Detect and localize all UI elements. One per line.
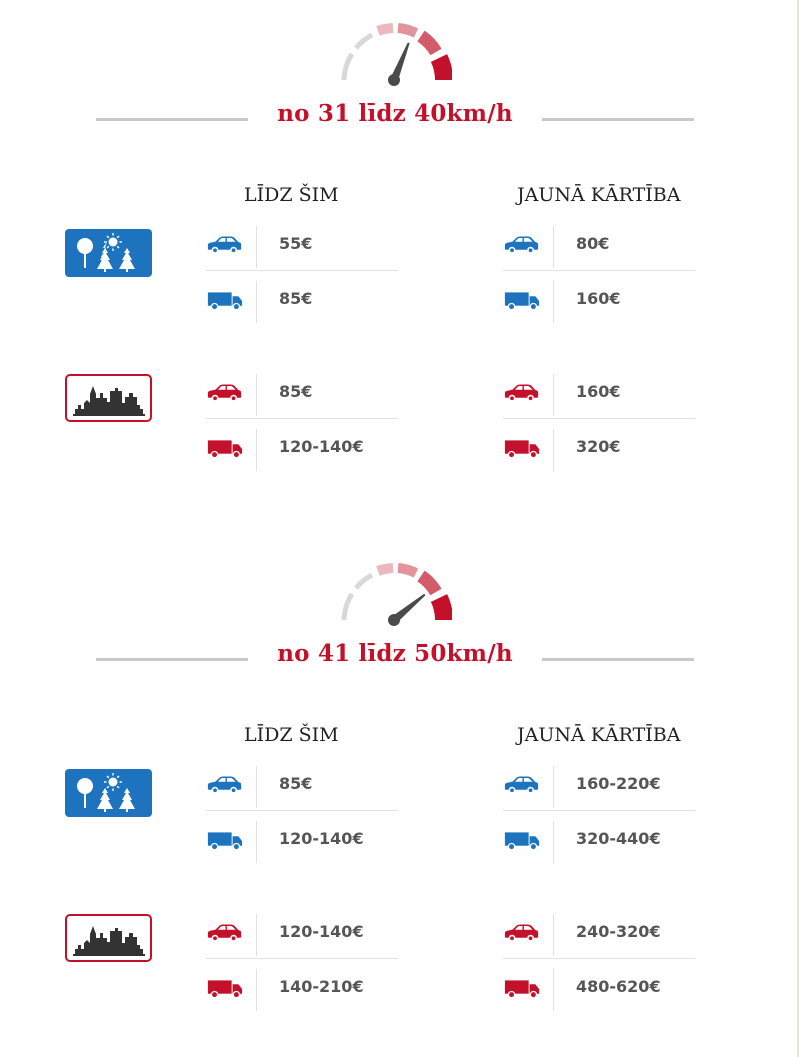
urban-truck-new-row (503, 429, 695, 469)
row-divider (256, 766, 257, 808)
row-divider (206, 418, 398, 419)
row-divider (553, 226, 554, 268)
price-value: 80€ (576, 234, 610, 253)
price-value: 120-140€ (279, 829, 364, 848)
rural-truck-new-row (503, 821, 695, 861)
truck-icon (206, 829, 244, 851)
price-value: 85€ (279, 289, 313, 308)
column-header-old: LĪDZ ŠIM (244, 184, 339, 206)
car-icon (206, 382, 244, 404)
speed-section-1 (0, 0, 800, 500)
truck-icon (503, 977, 541, 999)
price-value: 160€ (576, 382, 621, 401)
urban-car-old-row (206, 374, 398, 414)
truck-icon (206, 289, 244, 311)
row-divider (553, 914, 554, 956)
car-icon (503, 922, 541, 944)
price-value: 160€ (576, 289, 621, 308)
speedometer-icon (336, 554, 452, 626)
row-divider (256, 821, 257, 863)
urban-truck-old-row (206, 969, 398, 1009)
row-divider (256, 914, 257, 956)
truck-icon (206, 977, 244, 999)
speed-section-2 (0, 540, 800, 1040)
row-divider (553, 374, 554, 416)
column-header-new: JAUNĀ KĀRTĪBA (517, 184, 681, 206)
urban-truck-new-row (503, 969, 695, 1009)
rural-truck-new-row (503, 281, 695, 321)
rural-car-old-row (206, 226, 398, 266)
rural-truck-old-row (206, 281, 398, 321)
price-value: 480-620€ (576, 977, 661, 996)
row-divider (553, 969, 554, 1011)
urban-car-new-row (503, 914, 695, 954)
row-divider (553, 766, 554, 808)
price-value: 240-320€ (576, 922, 661, 941)
speedometer-icon (336, 14, 452, 86)
car-icon (503, 774, 541, 796)
price-value: 120-140€ (279, 922, 364, 941)
rural-car-new-row (503, 226, 695, 266)
speed-range-title: no 41 līdz 50km/h (277, 640, 513, 667)
title-rule-right (542, 658, 694, 661)
price-value: 85€ (279, 382, 313, 401)
truck-icon (503, 289, 541, 311)
urban-truck-old-row (206, 429, 398, 469)
row-divider (256, 374, 257, 416)
title-rule-left (96, 658, 248, 661)
city-skyline-sign-icon (65, 374, 152, 422)
urban-car-new-row (503, 374, 695, 414)
row-divider (553, 821, 554, 863)
rural-truck-old-row (206, 821, 398, 861)
trees-sun-sign-icon (65, 769, 152, 817)
price-value: 120-140€ (279, 437, 364, 456)
price-value: 55€ (279, 234, 313, 253)
gauge-needle (386, 41, 414, 86)
row-divider (553, 281, 554, 323)
speed-range-title: no 31 līdz 40km/h (277, 100, 513, 127)
truck-icon (503, 437, 541, 459)
row-divider (503, 270, 695, 271)
rural-car-old-row (206, 766, 398, 806)
city-skyline-sign-icon (65, 914, 152, 962)
trees-sun-sign-icon (65, 229, 152, 277)
row-divider (206, 810, 398, 811)
row-divider (503, 418, 695, 419)
column-header-new: JAUNĀ KĀRTĪBA (517, 724, 681, 746)
row-divider (256, 281, 257, 323)
title-rule-right (542, 118, 694, 121)
price-value: 320€ (576, 437, 621, 456)
row-divider (256, 429, 257, 471)
car-icon (503, 234, 541, 256)
row-divider (503, 810, 695, 811)
truck-icon (503, 829, 541, 851)
price-value: 85€ (279, 774, 313, 793)
row-divider (503, 958, 695, 959)
gauge-needle (386, 590, 429, 626)
row-divider (553, 429, 554, 471)
car-icon (206, 922, 244, 944)
urban-car-old-row (206, 914, 398, 954)
price-value: 320-440€ (576, 829, 661, 848)
rural-car-new-row (503, 766, 695, 806)
row-divider (256, 969, 257, 1011)
car-icon (206, 774, 244, 796)
row-divider (256, 226, 257, 268)
row-divider (206, 270, 398, 271)
row-divider (206, 958, 398, 959)
price-value: 140-210€ (279, 977, 364, 996)
title-rule-left (96, 118, 248, 121)
truck-icon (206, 437, 244, 459)
price-value: 160-220€ (576, 774, 661, 793)
car-icon (206, 234, 244, 256)
car-icon (503, 382, 541, 404)
column-header-old: LĪDZ ŠIM (244, 724, 339, 746)
